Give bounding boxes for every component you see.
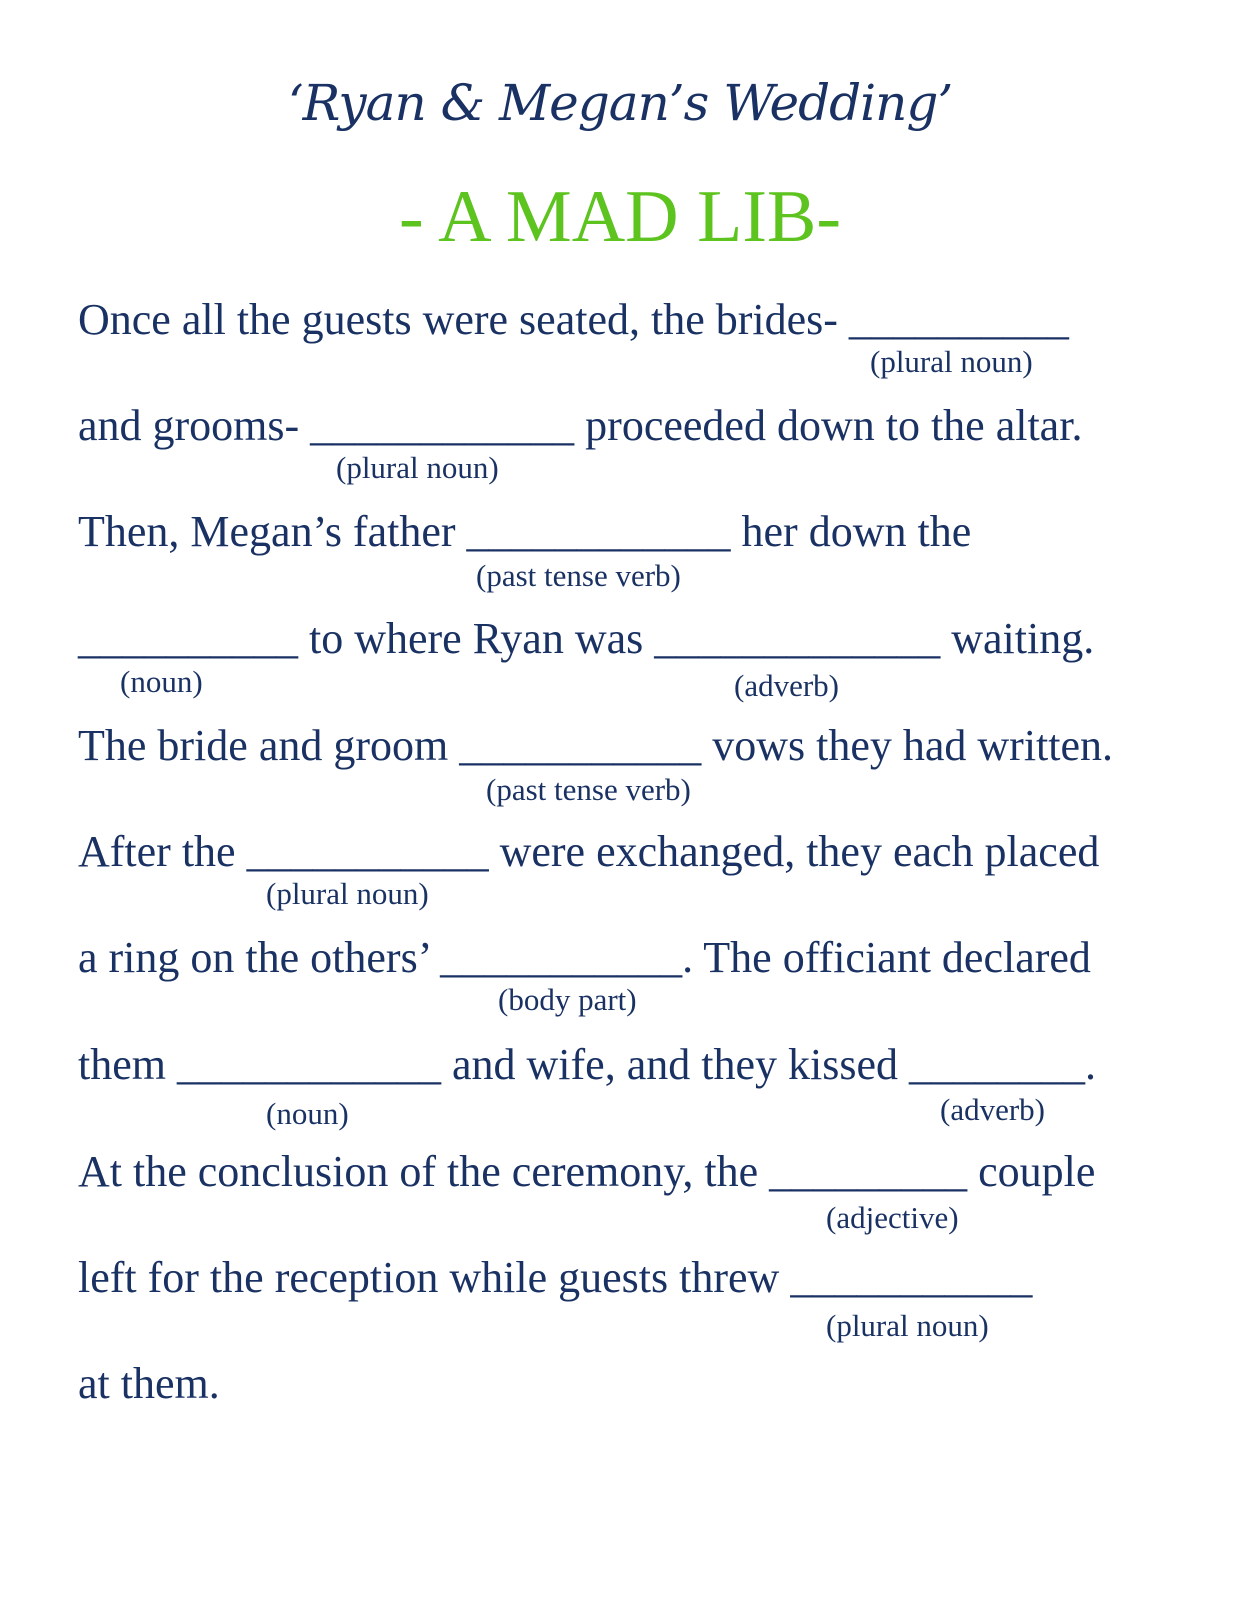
story-line: a ring on the others’ ___________. The officiant declared xyxy=(78,933,1091,982)
story-line: Once all the guests were seated, the brides- __________ xyxy=(78,295,1069,344)
blank-hint: (adjective) xyxy=(826,1200,959,1235)
blank-hint: (plural noun) xyxy=(266,876,429,911)
blank-hint: (noun) xyxy=(120,664,203,699)
blank-hint: (plural noun) xyxy=(826,1308,989,1343)
blank-hint: (body part) xyxy=(498,982,637,1017)
story-line: After the ___________ were exchanged, they each placed xyxy=(78,827,1100,876)
story-line: left for the reception while guests threw ___________ xyxy=(78,1253,1033,1302)
blank-hint: (plural noun) xyxy=(336,450,499,485)
blank-hint: (plural noun) xyxy=(870,344,1033,379)
blank-hint: (past tense verb) xyxy=(486,772,691,807)
story-line: them ____________ and wife, and they kissed ________. xyxy=(78,1040,1096,1089)
blank-hint: (adverb) xyxy=(734,668,839,703)
blank-hint: (adverb) xyxy=(940,1092,1045,1127)
page-subtitle: - A MAD LIB- xyxy=(399,176,841,258)
story-line: Then, Megan’s father ____________ her down the xyxy=(78,507,972,556)
story-line: The bride and groom ___________ vows they had written. xyxy=(78,721,1114,770)
story-line: __________ to where Ryan was _____________ waiting. xyxy=(78,614,1095,663)
story-line: At the conclusion of the ceremony, the _________ couple xyxy=(78,1147,1096,1196)
story-line: at them. xyxy=(78,1359,220,1408)
blank-hint: (past tense verb) xyxy=(476,558,681,593)
blank-hint: (noun) xyxy=(266,1096,349,1131)
page-title: ‘Ryan & Megan’s Wedding’ xyxy=(287,74,953,132)
story-line: and grooms- ____________ proceeded down to the altar. xyxy=(78,401,1083,450)
